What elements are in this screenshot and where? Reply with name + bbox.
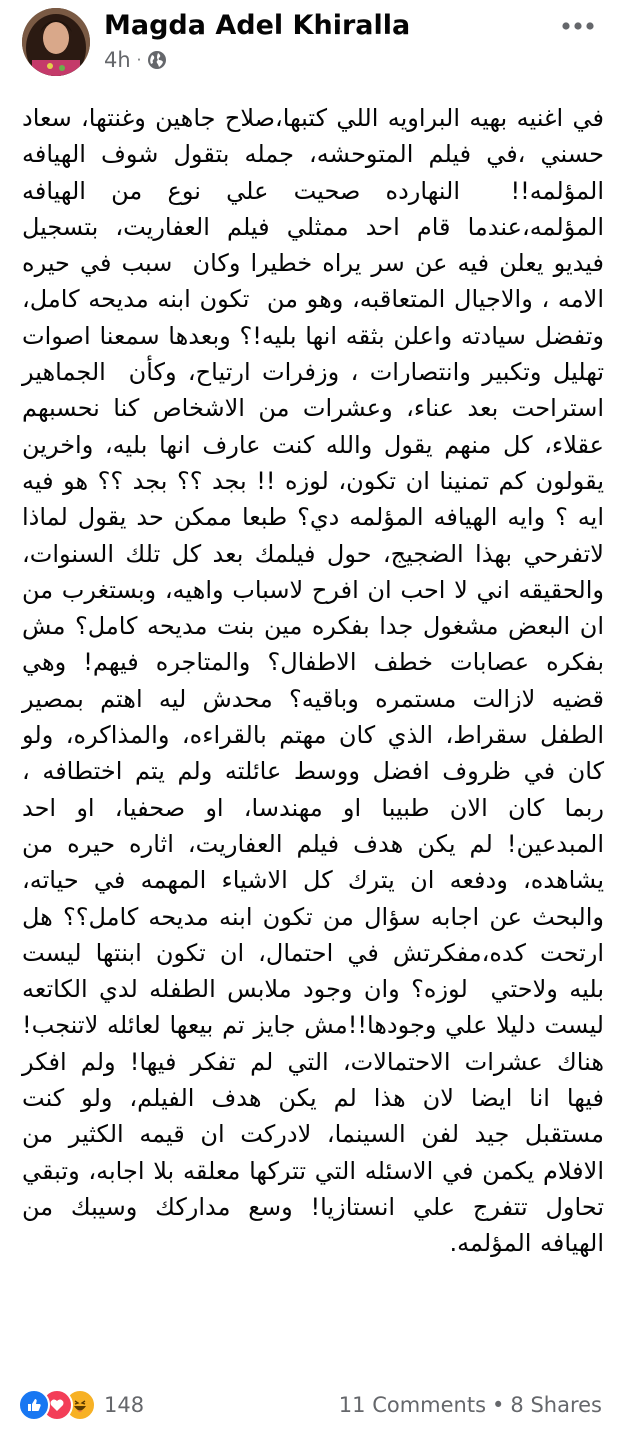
globe-icon[interactable]	[147, 50, 167, 70]
post-time[interactable]: 4h	[104, 48, 131, 72]
post-body: في اغنيه بهيه البراويه اللي كتبها،صلاح جاهين وغنتها، سعاد حسني ،في فيلم المتوحشه، جمله بتقول شوف الهيافه المؤلمه!! النهارده صحيت علي نوع من الهيافه المؤلمه،عندما قام احد ممثلي فيلم العفاريت، بتسجيل فيديو يعلن فيه عن سر يراه خطيرا وكان سبب في حيره الامه ، والاجيال المتعاقبه، وهو من تكون ابنه مديحه كامل، وتفضل سيادته واعلن بثقه انها بليه!؟ وبعدها سمعنا اصوات تهليل وتكبير وانتصارات ، وزفرات ارتياح، وكأن الجماهير استراحت بعد عناء، وعشرات من الاشخاص كنا نحسبهم عقلاء، كل منهم يقول والله كنت عارف انها بليه، واخرين يقولون كم تمنينا ان تكون، لوزه !! بجد ؟؟ بجد ؟؟ هو فيه ايه ؟ وايه الهيافه المؤلمه دي؟ طبعا ممكن حد يقول لماذا لاتفرحي بهذا الضجيج، حول فيلمك بعد كل تلك السنوات، والحقيقه اني لا احب ان افرح لاسباب واهيه، وبستغرب من ان البعض مشغول جدا بفكره مين بنت مديحه كامل؟ مش بفكره عصابات خطف الاطفال؟ والمتاجره فيهم! وهي قضيه لازالت مستمره وباقيه؟ محدش ليه اهتم بمصير الطفل سقراط، الذي كان مهتم بالقراءه، والمذاكره، ولو كان في ظروف افضل ووسط عائلته ولم يتم اختطافه ، ربما كان الان طبيبا او مهندسا، او صحفيا، او احد المبدعين! لم يكن هدف فيلم العفاريت، اثاره حيره من يشاهده، ودفعه ان يترك كل الاشياء المهمه في حياته، والبحث عن اجابه سؤال من تكون ابنه مديحه كامل؟؟ هل ارتحت كده،مفكرتش في احتمال، ان تكون ابنتها ليست بليه ولاحتي لوزه؟ وان وجود ملابس الطفله لدي الكاتعه ليست دليلا علي وجودها!!مش جايز تم بيعها لعائله لاتنجب! هناك عشرات الاحتمالات، التي لم تفكر فيها! ولم افكر فيها انا ايضا لان هذا لم يكن هدف الفيلم، ولو كنت مستقبل جيد لفن السينما، لادركت ان قيمه الكثير من الافلام يكمن في الاسئله التي تتركها معلقه بلا اجابه، وتبقي تحاول تتفرج علي انستازيا! وسع مداركك وسيبك من الهيافه المؤلمه.	[13, 104, 604, 1258]
comments-count[interactable]: 11 Comments	[338, 1393, 487, 1417]
author-name[interactable]: Magda Adel Khiralla	[104, 10, 411, 41]
avatar-image	[22, 8, 90, 76]
meta-separator: ·	[136, 51, 142, 69]
more-options-button[interactable]	[558, 14, 598, 38]
more-options-icon	[562, 22, 594, 30]
reactions-summary[interactable]	[18, 1389, 144, 1421]
stats-separator: •	[492, 1393, 505, 1417]
author-avatar[interactable]	[22, 8, 90, 76]
post-footer	[0, 1383, 623, 1427]
reaction-count[interactable]: 148	[104, 1393, 145, 1417]
shares-count[interactable]: 8 Shares	[510, 1393, 602, 1417]
post-meta	[104, 48, 167, 72]
engagement-stats	[339, 1393, 602, 1417]
like-icon	[18, 1389, 50, 1421]
post-header	[0, 0, 623, 90]
